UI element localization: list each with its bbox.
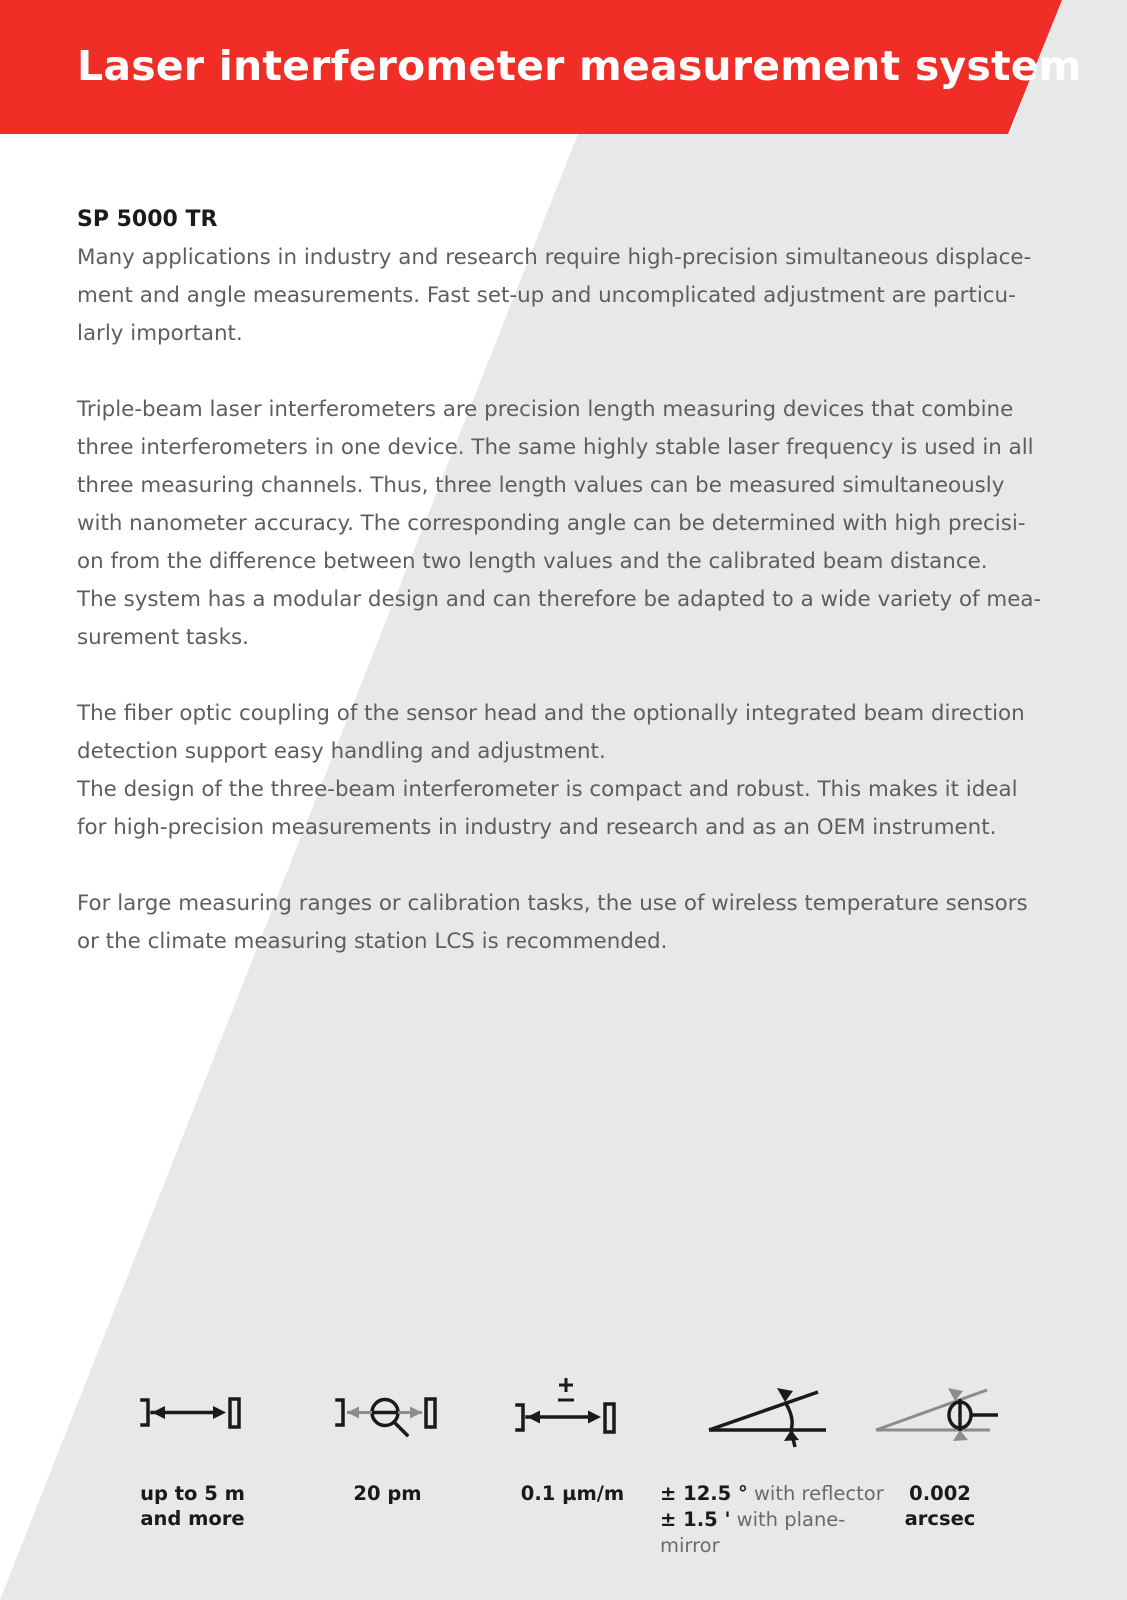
spec-range-value: and more	[140, 1507, 245, 1530]
product-name: SP 5000 TR	[77, 207, 218, 232]
text-line: on from the difference between two length values and the calibrated beam distance.	[77, 549, 988, 574]
text-line: The system has a modular design and can therefore be adapted to a wide variety of mea-	[77, 587, 1042, 612]
spec-angle-resolution-value: 0.002	[909, 1482, 971, 1505]
text-line: surement tasks.	[77, 625, 249, 650]
text-line: detection support easy handling and adjustment.	[77, 739, 606, 764]
spec-range-value: up to 5 m	[140, 1482, 245, 1505]
spec-angle-value: ± 12.5 °	[660, 1482, 748, 1505]
text-line: for high-precision measurements in industry and research and as an OEM instrument.	[77, 815, 997, 840]
text-line: or the climate measuring station LCS is recommended.	[77, 929, 668, 954]
paragraph-fiber-optic	[77, 695, 1062, 847]
text-line: Many applications in industry and research require high-precision simultaneous displace-	[77, 245, 1032, 270]
text-line: The fiber optic coupling of the sensor head and the optionally integrated beam direction	[77, 701, 1025, 726]
spec-angle-resolution-value: arcsec	[904, 1507, 976, 1530]
main-content	[77, 205, 1062, 999]
text-line: For large measuring ranges or calibration tasks, the use of wireless temperature sensors	[77, 891, 1028, 916]
text-line: three interferometers in one device. The same highly stable laser frequency is used in all	[77, 435, 1034, 460]
text-line: larly important.	[77, 321, 243, 346]
paragraph-calibration	[77, 885, 1062, 961]
page-title: Laser interferometer measurement system	[77, 42, 1082, 90]
spec-angle-note: with reflector	[747, 1482, 884, 1505]
spec-resolution-value: 20 pm	[353, 1482, 422, 1505]
text-line: ment and angle measurements. Fast set-up and uncomplicated adjustment are particu-	[77, 283, 1016, 308]
text-line: three measuring channels. Thus, three length values can be measured simultaneously	[77, 473, 1005, 498]
text-line: Triple-beam laser interferometers are precision length measuring devices that combine	[77, 397, 1014, 422]
spec-angle-note: mirror	[660, 1534, 720, 1557]
spec-angle-note: with plane-	[730, 1508, 846, 1531]
paragraph-triple-beam	[77, 391, 1062, 657]
spec-accuracy-value: 0.1 µm/m	[520, 1482, 625, 1505]
text-line: The design of the three-beam interferometer is compact and robust. This makes it ideal	[77, 777, 1018, 802]
text-line: with nanometer accuracy. The corresponding angle can be determined with high precisi-	[77, 511, 1026, 536]
spec-angle-value: ± 1.5 '	[660, 1508, 731, 1531]
paragraph-intro	[77, 239, 1062, 353]
